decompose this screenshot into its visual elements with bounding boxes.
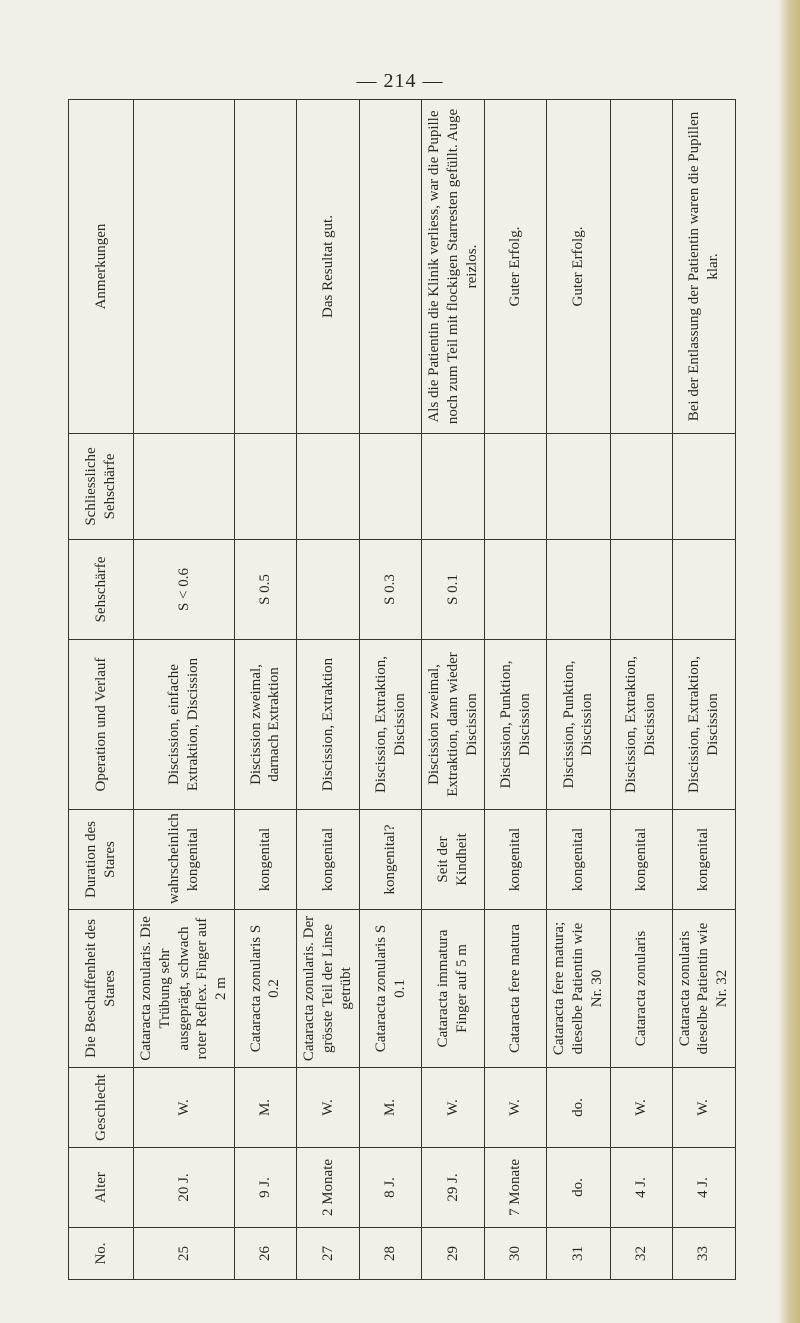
table-row [672, 100, 735, 1280]
cell-schliessliche-sehschaerfe [134, 434, 235, 540]
table-row [547, 100, 610, 1280]
cell-geschlecht: W. [485, 1068, 547, 1148]
cell-anmerkungen [360, 100, 422, 434]
cell-no: 32 [610, 1228, 672, 1280]
cell-no: 30 [485, 1228, 547, 1280]
cell-alter: 8 J. [360, 1148, 422, 1228]
cell-duration: kongenital [485, 810, 547, 910]
table-row [485, 100, 547, 1280]
cell-geschlecht: M. [234, 1068, 296, 1148]
cell-duration: kongenital [547, 810, 610, 910]
cell-operation: Discission, Extraktion, Discission [610, 640, 672, 810]
cell-alter: 29 J. [422, 1148, 485, 1228]
cell-anmerkungen: Guter Erfolg. [547, 100, 610, 434]
cell-duration: kongenital [672, 810, 735, 910]
cell-no: 29 [422, 1228, 485, 1280]
page-edge-shadow [778, 0, 800, 1323]
cell-alter: 4 J. [672, 1148, 735, 1228]
cell-schliessliche-sehschaerfe [422, 434, 485, 540]
cell-anmerkungen: Als die Patientin die Klinik verliess, war die Pupille noch zum Teil mit flockigen Starresten gefüllt. Auge reizlos. [422, 100, 485, 434]
cell-sehschaerfe [672, 540, 735, 640]
cell-sehschaerfe: S 0.5 [234, 540, 296, 640]
cell-geschlecht: W. [672, 1068, 735, 1148]
table-row [360, 100, 422, 1280]
cell-alter: 20 J. [134, 1148, 235, 1228]
cell-duration: kongenital [610, 810, 672, 910]
cell-schliessliche-sehschaerfe [672, 434, 735, 540]
cell-anmerkungen: Guter Erfolg. [485, 100, 547, 434]
cell-beschaffenheit: Cataracta zonularis. Der grösste Teil der Linse getrübt [296, 910, 359, 1068]
cell-geschlecht: W. [610, 1068, 672, 1148]
cell-no: 27 [296, 1228, 359, 1280]
cell-no: 25 [134, 1228, 235, 1280]
cell-sehschaerfe [610, 540, 672, 640]
cell-anmerkungen: Das Resultat gut. [296, 100, 359, 434]
cell-anmerkungen [134, 100, 235, 434]
cell-sehschaerfe [485, 540, 547, 640]
cell-operation: Discission zweimal, Extraktion, dann wieder Discission [422, 640, 485, 810]
table-row [422, 100, 485, 1280]
cell-beschaffenheit: Cataracta zonularis. Die Trübung sehr ausgeprägt, schwach roter Reflex. Finger auf 2 m [134, 910, 235, 1068]
rotated-table-container [68, 100, 730, 1280]
page-number: — 214 — [356, 70, 444, 92]
cell-sehschaerfe: S < 0.6 [134, 540, 235, 640]
header-beschaffenheit: Die Beschaffenheit des Stares [69, 910, 134, 1068]
cell-beschaffenheit: Cataracta zonularis dieselbe Patientin wie Nr. 32 [672, 910, 735, 1068]
cell-operation: Discission, Extraktion [296, 640, 359, 810]
header-schliessliche-sehschaerfe: Schliessliche Sehschärfe [69, 434, 134, 540]
cell-sehschaerfe: S 0.1 [422, 540, 485, 640]
table-row [610, 100, 672, 1280]
cell-no: 26 [234, 1228, 296, 1280]
cell-operation: Discission, Extraktion, Discission [672, 640, 735, 810]
cell-no: 33 [672, 1228, 735, 1280]
cell-geschlecht: W. [134, 1068, 235, 1148]
cell-sehschaerfe: S 0.3 [360, 540, 422, 640]
header-no: No. [69, 1228, 134, 1280]
cell-beschaffenheit: Cataracta immatura Finger auf 5 m [422, 910, 485, 1068]
cell-duration: wahrscheinlich kongenital [134, 810, 235, 910]
header-sehschaerfe: Sehschärfe [69, 540, 134, 640]
cell-anmerkungen [610, 100, 672, 434]
cell-schliessliche-sehschaerfe [547, 434, 610, 540]
cell-no: 28 [360, 1228, 422, 1280]
cell-alter: 4 J. [610, 1148, 672, 1228]
cell-beschaffenheit: Cataracta fere matura; dieselbe Patientin wie Nr. 30 [547, 910, 610, 1068]
cell-sehschaerfe [296, 540, 359, 640]
cell-schliessliche-sehschaerfe [360, 434, 422, 540]
header-anmerkungen: Anmerkungen [69, 100, 134, 434]
cell-operation: Discission, einfache Extraktion, Discission [134, 640, 235, 810]
cell-operation: Discission zweimal, darnach Extraktion [234, 640, 296, 810]
cell-alter: 7 Monate [485, 1148, 547, 1228]
cell-geschlecht: W. [422, 1068, 485, 1148]
header-row [69, 100, 134, 1280]
header-operation: Operation und Verlauf [69, 640, 134, 810]
cell-anmerkungen: Bei der Entlassung der Patientin waren die Pupillen klar. [672, 100, 735, 434]
cell-beschaffenheit: Cataracta fere matura [485, 910, 547, 1068]
cell-schliessliche-sehschaerfe [610, 434, 672, 540]
cell-duration: kongenital? [360, 810, 422, 910]
cell-alter: 9 J. [234, 1148, 296, 1228]
cell-beschaffenheit: Cataracta zonularis S 0.2 [234, 910, 296, 1068]
cell-schliessliche-sehschaerfe [296, 434, 359, 540]
cell-beschaffenheit: Cataracta zonularis [610, 910, 672, 1068]
cell-geschlecht: W. [296, 1068, 359, 1148]
cell-sehschaerfe [547, 540, 610, 640]
cell-beschaffenheit: Cataracta zonularis S 0.1 [360, 910, 422, 1068]
table-row [296, 100, 359, 1280]
cell-duration: kongenital [296, 810, 359, 910]
cell-geschlecht: M. [360, 1068, 422, 1148]
cell-alter: 2 Monate [296, 1148, 359, 1228]
cataract-table [68, 99, 736, 1280]
cell-schliessliche-sehschaerfe [234, 434, 296, 540]
header-geschlecht: Geschlecht [69, 1068, 134, 1148]
header-alter: Alter [69, 1148, 134, 1228]
cell-anmerkungen [234, 100, 296, 434]
cell-operation: Discission, Punktion, Discission [547, 640, 610, 810]
table-row [134, 100, 235, 1280]
table-row [234, 100, 296, 1280]
cell-duration: Seit der Kindheit [422, 810, 485, 910]
cell-operation: Discission, Punktion, Discission [485, 640, 547, 810]
cell-duration: kongenital [234, 810, 296, 910]
cell-operation: Discission, Extraktion, Discission [360, 640, 422, 810]
header-duration: Duration des Stares [69, 810, 134, 910]
cell-no: 31 [547, 1228, 610, 1280]
cell-alter: do. [547, 1148, 610, 1228]
cell-geschlecht: do. [547, 1068, 610, 1148]
cell-schliessliche-sehschaerfe [485, 434, 547, 540]
